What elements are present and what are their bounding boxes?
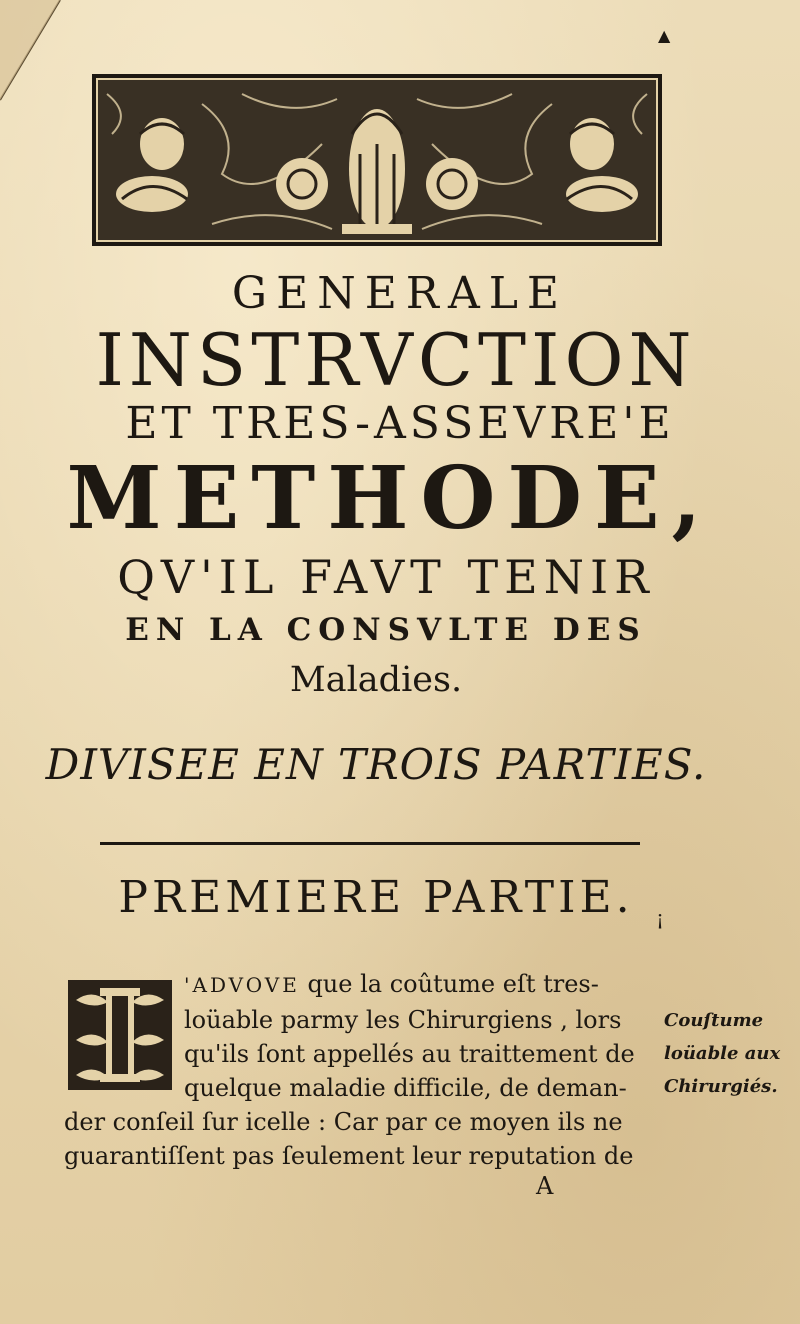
margin-note-2: loüable aux bbox=[664, 1043, 781, 1064]
opening-small-caps: 'ADVOVE bbox=[184, 973, 300, 997]
catchword: A bbox=[536, 1172, 554, 1200]
title-line-quil-faut-tenir: QV'IL FAVT TENIR bbox=[117, 550, 655, 604]
title-line-generale: GENERALE bbox=[231, 268, 569, 319]
section-heading: PREMIERE PARTIE. bbox=[118, 872, 634, 923]
paragraph-line-1-rest: que la coûtume eſt tres- bbox=[299, 970, 599, 998]
paragraph-line-3: qu'ils ſont appellés au traittement de bbox=[184, 1040, 635, 1068]
paragraph-line-6: guarantiſſent pas ſeulement leur reputation de bbox=[64, 1142, 634, 1170]
margin-note-1: Couſtume bbox=[664, 1010, 764, 1031]
printer-mark-icon: ▲ bbox=[658, 26, 671, 45]
title-line-consulte: EN LA CONSVLTE DES bbox=[125, 612, 647, 648]
paragraph-line-1 bbox=[184, 970, 599, 998]
title-line-maladies: Maladies. bbox=[289, 660, 463, 700]
paragraph-line-4: quelque maladie difficile, de deman- bbox=[184, 1074, 627, 1102]
margin-note-3: Chirurgiés. bbox=[664, 1076, 778, 1097]
title-line-divisee: DIVISEE EN TROIS PARTIES. bbox=[45, 740, 707, 789]
paragraph-line-5: der conſeil ſur icelle : Car par ce moyen ils ne bbox=[64, 1108, 623, 1136]
title-line-methode: METHODE, bbox=[66, 448, 714, 549]
paragraph-line-2: loüable parmy les Chirurgiens , lors bbox=[184, 1006, 622, 1034]
woodcut-headpiece-ornament bbox=[92, 74, 662, 246]
page-fold-crease bbox=[0, 0, 70, 110]
margin-mark-icon: ¡ bbox=[656, 906, 665, 930]
horizontal-rule bbox=[100, 842, 640, 845]
decorated-initial-i-icon bbox=[68, 980, 172, 1090]
title-line-instruction: INSTRVCTION bbox=[95, 318, 697, 402]
title-line-tres-asseuree: ET TRES-ASSEVRE'E bbox=[125, 398, 675, 449]
